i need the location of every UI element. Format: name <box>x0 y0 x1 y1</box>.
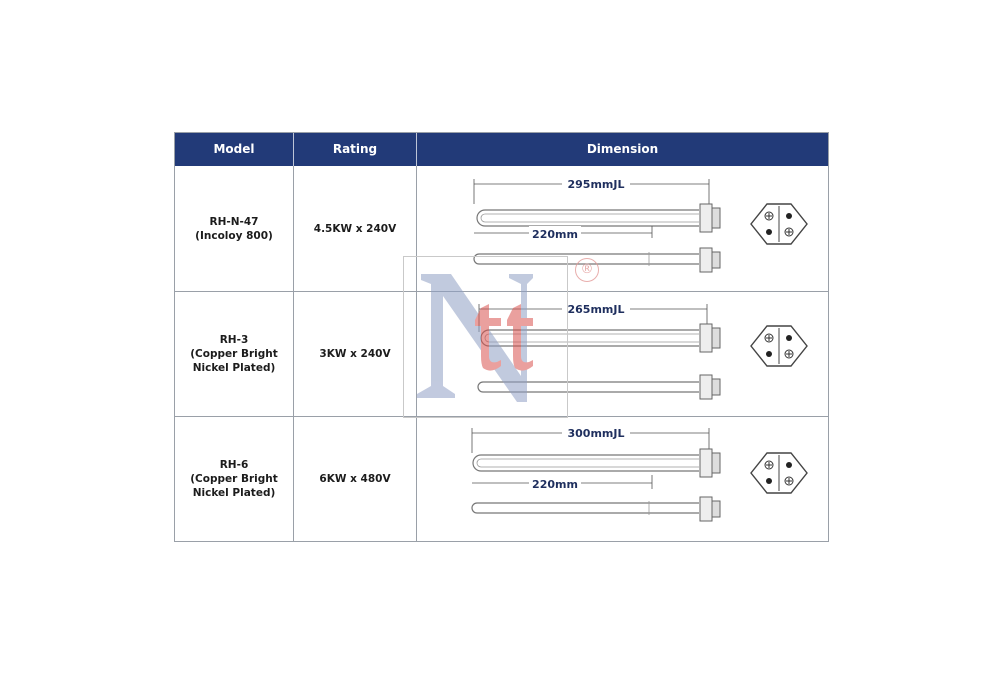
dimension-short-label: 220mm <box>532 228 578 241</box>
header-rating: Rating <box>332 142 378 156</box>
rating-cell <box>294 166 416 291</box>
table-header <box>175 133 828 166</box>
model-name: RH-N-47 <box>209 215 259 228</box>
model-material: (Incoloy 800) <box>195 229 273 242</box>
model-material: Nickel Plated) <box>192 362 276 374</box>
model-name: RH-6 <box>219 459 249 471</box>
model-cell <box>175 166 293 291</box>
registered-trademark-icon: ® <box>575 258 599 282</box>
model-cell <box>175 292 293 416</box>
ntt-watermark-logo <box>403 256 594 418</box>
dimension-long-label: 295mmJL <box>567 178 625 191</box>
dimension-diagram <box>417 417 828 541</box>
rating-cell <box>294 417 416 541</box>
dimension-long-label: 300mmJL <box>567 427 625 440</box>
model-name: RH-3 <box>219 334 249 346</box>
header-model: Model <box>213 142 255 156</box>
rating-value: 6KW x 480V <box>319 473 391 485</box>
rating-value: 4.5KW x 240V <box>313 222 397 235</box>
model-material: (Copper Bright <box>190 473 278 485</box>
model-cell <box>175 417 293 541</box>
rating-cell <box>294 292 416 416</box>
model-material: Nickel Plated) <box>192 487 276 499</box>
model-material: (Copper Bright <box>190 348 278 360</box>
dimension-long-label: 265mmJL <box>567 303 625 316</box>
heater-element-drawing <box>417 417 828 541</box>
rating-value: 3KW x 240V <box>319 348 391 360</box>
header-dimension: Dimension <box>586 142 659 156</box>
dimension-short-label: 220mm <box>532 478 578 491</box>
